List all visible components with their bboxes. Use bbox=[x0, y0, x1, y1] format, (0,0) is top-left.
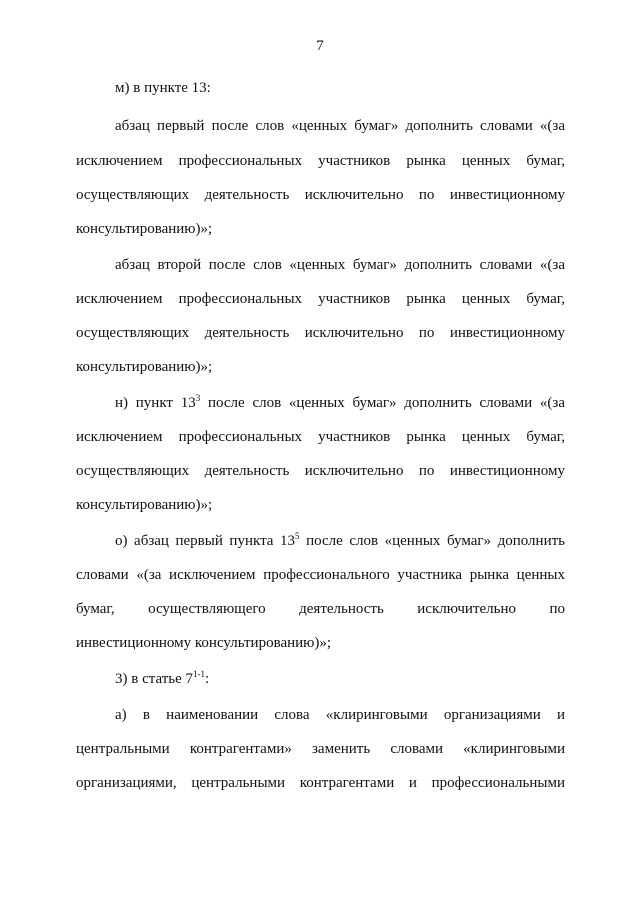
superscript: 5 bbox=[295, 531, 300, 541]
paragraph-line: абзац первый после слов «ценных бумаг» дополнить словами «(за bbox=[115, 118, 565, 134]
paragraph-line-item-a: а) в наименовании слова «клиринговыми организациями и bbox=[115, 707, 565, 723]
paragraph-line-item-o bbox=[115, 531, 565, 551]
paragraph-line: осуществляющих деятельность исключительно по инвестиционному bbox=[76, 187, 565, 203]
paragraph-line: исключением профессиональных участников рынка ценных бумаг, bbox=[76, 291, 565, 307]
paragraph-line: абзац второй после слов «ценных бумаг» дополнить словами «(за bbox=[115, 257, 565, 273]
paragraph-line: консультированию)»; bbox=[76, 359, 213, 375]
text-segment: после слов «ценных бумаг» дополнить словами «(за bbox=[200, 395, 565, 411]
page-number: 7 bbox=[316, 38, 324, 54]
text-segment: 3) в статье 7 bbox=[115, 671, 194, 687]
paragraph-line-item-n bbox=[115, 393, 565, 413]
line-item-3 bbox=[115, 669, 565, 689]
paragraph-line: организациями, центральными контрагентами и профессиональными bbox=[76, 775, 565, 791]
paragraph-line: консультированию)»; bbox=[76, 497, 213, 513]
text-segment: после слов «ценных бумаг» дополнить bbox=[299, 533, 565, 549]
paragraph-line: бумаг, осуществляющего деятельность исключительно по bbox=[76, 601, 565, 617]
paragraph-line: исключением профессиональных участников рынка ценных бумаг, bbox=[76, 429, 565, 445]
text-segment: н) пункт 13 bbox=[115, 395, 196, 411]
paragraph-line: словами «(за исключением профессионального участника рынка ценных bbox=[76, 567, 565, 583]
superscript: 3 bbox=[195, 393, 201, 403]
superscript: 1-1 bbox=[193, 669, 206, 679]
paragraph-line: осуществляющих деятельность исключительно по инвестиционному bbox=[76, 325, 565, 341]
line-item-m: м) в пункте 13: bbox=[115, 80, 211, 96]
paragraph-line: консультированию)»; bbox=[76, 221, 213, 237]
paragraph-line: исключением профессиональных участников рынка ценных бумаг, bbox=[76, 153, 565, 169]
text-segment: о) абзац первый пункта 13 bbox=[115, 533, 296, 549]
text-segment: : bbox=[205, 671, 210, 687]
paragraph-line: осуществляющих деятельность исключительно по инвестиционному bbox=[76, 463, 565, 479]
paragraph-line: инвестиционному консультированию)»; bbox=[76, 635, 332, 651]
paragraph-line: центральными контрагентами» заменить словами «клиринговыми bbox=[76, 741, 565, 757]
